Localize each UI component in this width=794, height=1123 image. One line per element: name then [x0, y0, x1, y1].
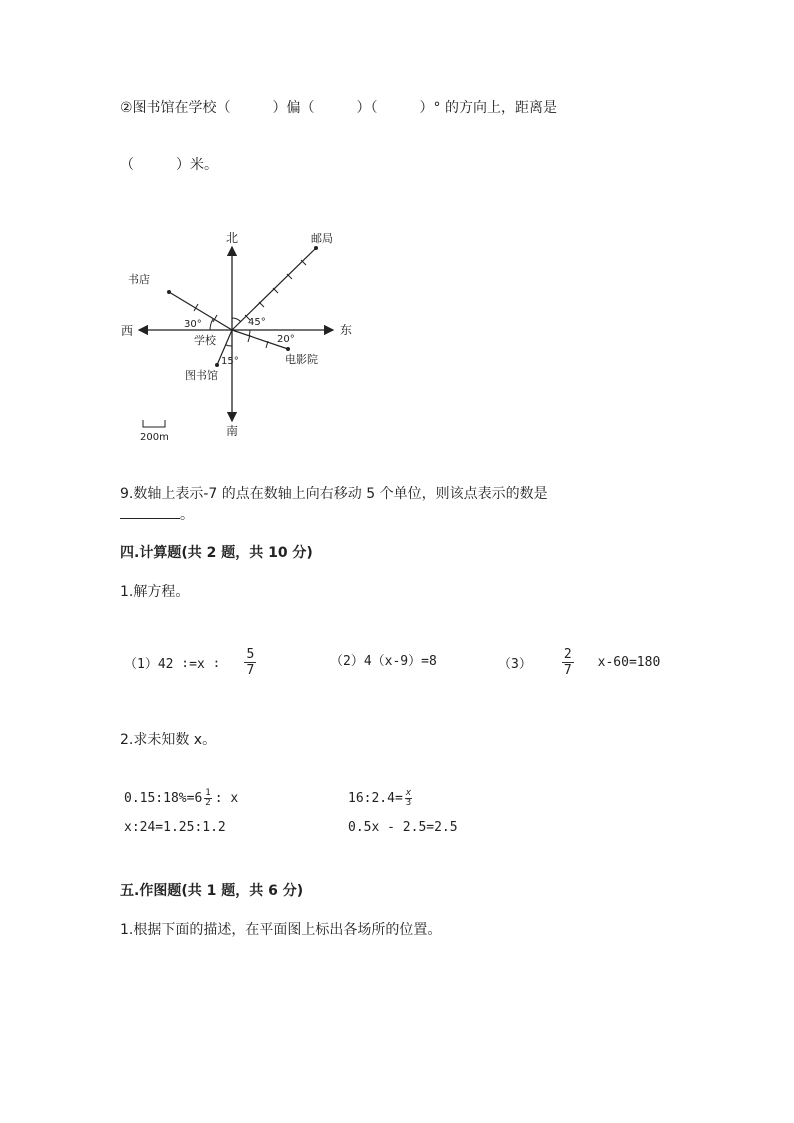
- south-label: 南: [226, 424, 239, 438]
- q8-part2-line2: （ ）米。: [120, 157, 218, 173]
- equation-1: [124, 642, 256, 682]
- east-label: 东: [340, 323, 353, 337]
- answer-blank: [120, 506, 180, 519]
- school-label: 学校: [194, 334, 216, 347]
- bookstore-dot: [167, 290, 171, 294]
- scale-label: 200m: [140, 432, 169, 443]
- proportion-d: 0.5x - 2.5=2.5: [348, 820, 458, 835]
- q9-answer-line: [120, 504, 194, 524]
- equation-3-prefix: （3）: [498, 656, 532, 672]
- library-dot: [215, 363, 219, 367]
- equation-1-fraction: $\frac{5}{7}$: [246, 646, 255, 678]
- proportion-c: x:24=1.25:1.2: [124, 820, 226, 835]
- bookstore-label: 书店: [128, 273, 150, 286]
- post-office-label: 邮局: [311, 232, 333, 245]
- proportion-a-fraction: $\frac{1}{2}$: [205, 787, 211, 808]
- equation-1-prefix: （1）42 ∶=x ∶: [124, 656, 221, 672]
- north-label: 北: [226, 231, 239, 245]
- direction-diagram: [0, 0, 794, 460]
- proportion-b-fraction: $\frac{x}{3}$: [405, 787, 412, 808]
- section5-q1: 1.根据下面的描述，在平面图上标出各场所的位置。: [120, 922, 442, 938]
- proportion-a: 0.15:18%=6 $\frac{1}{2}$ : x: [124, 787, 239, 808]
- section4-q2-title: 2.求未知数 x。: [120, 732, 217, 748]
- q9-end: 。: [180, 507, 194, 523]
- section5-heading: 五.作图题(共 1 题，共 6 分): [120, 883, 304, 899]
- cinema-label: 电影院: [285, 353, 318, 366]
- q8-part2-line1: ②图书馆在学校（ ）偏（ ）（ ）° 的方向上，距离是: [120, 100, 557, 116]
- angle-bookstore-label: 30°: [184, 319, 202, 330]
- section4-q1-title: 1.解方程。: [120, 584, 190, 600]
- library-label: 图书馆: [185, 369, 218, 382]
- angle-library-label: 15°: [221, 356, 239, 367]
- angle-post-label: 45°: [248, 317, 266, 328]
- equation-3-fraction: $\frac{2}{7}$: [563, 646, 572, 678]
- west-label: 西: [121, 324, 134, 338]
- section4-heading: 四.计算题(共 2 题，共 10 分): [120, 545, 313, 561]
- scale-bar: [143, 420, 165, 427]
- q9-text: 9.数轴上表示-7 的点在数轴上向右移动 5 个单位，则该点表示的数是: [120, 486, 548, 502]
- post-office-dot: [314, 246, 318, 250]
- cinema-dot: [286, 347, 290, 351]
- equation-2: （2）4（x-9）=8: [330, 654, 437, 669]
- equation-3: [498, 642, 660, 682]
- angle-cinema-label: 20°: [277, 334, 295, 345]
- equation-3-suffix: x-60=180: [597, 654, 661, 670]
- proportion-b: 16:2.4= $\frac{x}{3}$: [348, 787, 412, 808]
